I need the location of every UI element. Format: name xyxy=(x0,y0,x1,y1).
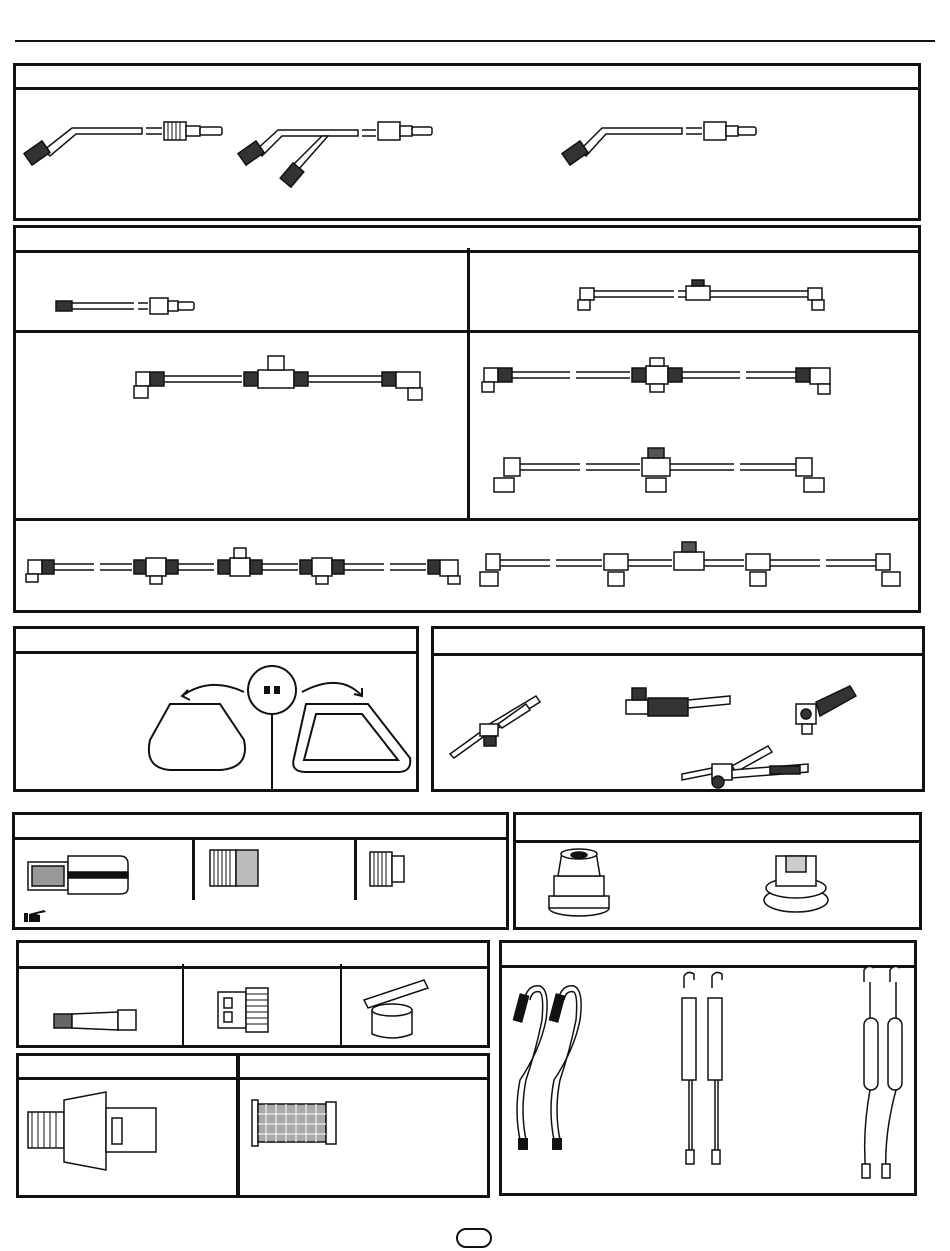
wands-header xyxy=(16,66,918,90)
shoulder-strap-c-icon xyxy=(856,964,916,1196)
boom-4nozzle-a-icon xyxy=(24,546,464,588)
filters-divider-1 xyxy=(192,838,195,900)
booms-divider-row1 xyxy=(13,330,921,333)
nozzle-shape-header xyxy=(16,629,416,654)
shoulder-strap-b-icon xyxy=(676,970,736,1170)
check-valve-icon xyxy=(26,1090,166,1172)
check-valve-header xyxy=(19,1056,236,1080)
shutoff-valve-b-icon xyxy=(618,684,734,724)
shutoff-valve-a-icon xyxy=(446,690,546,760)
cap-tool-icon xyxy=(362,976,432,1042)
boom-2nozzle-medium-icon xyxy=(132,352,432,404)
booms-divider-vertical xyxy=(467,248,470,520)
spray-pattern-diagram xyxy=(140,662,420,792)
shoulder-strap-a-icon xyxy=(510,980,600,1160)
boom-4nozzle-b-icon xyxy=(476,540,912,592)
wand-curved-icon xyxy=(562,112,762,172)
pointing-hand-icon xyxy=(22,908,48,924)
filter-screen-b-icon xyxy=(368,848,408,890)
booms-divider-row2 xyxy=(13,518,921,521)
thread-adapter-icon xyxy=(214,984,274,1036)
straps-header xyxy=(502,943,914,968)
wand-straight-icon xyxy=(22,112,232,172)
extension-adapter-icon xyxy=(52,1006,142,1034)
extension-rod-icon xyxy=(54,296,199,316)
shutoff-valve-d-icon xyxy=(678,742,812,790)
adapters-divider-1 xyxy=(182,964,184,1046)
filter-screen-a-icon xyxy=(208,846,262,890)
filter-nozzle-icon xyxy=(24,852,134,898)
wand-double-icon xyxy=(238,112,438,192)
tips-header xyxy=(516,815,919,843)
top-rule xyxy=(15,40,935,42)
boom-2nozzle-large-a-icon xyxy=(480,356,840,398)
boom-2nozzle-small-icon xyxy=(574,278,830,314)
shutoffs-header xyxy=(434,629,922,656)
flat-fan-tip-icon xyxy=(758,850,834,916)
adapters-header xyxy=(19,943,487,969)
filters-divider-2 xyxy=(354,838,357,900)
shutoff-valve-c-icon xyxy=(790,680,860,740)
strainer-icon xyxy=(248,1096,344,1150)
adjustable-tip-icon xyxy=(544,846,614,920)
strainer-header xyxy=(240,1056,487,1080)
adapters-divider-2 xyxy=(340,964,342,1046)
page-number-badge xyxy=(456,1228,492,1248)
filters-header xyxy=(15,815,506,840)
boom-2nozzle-large-b-icon xyxy=(490,446,830,496)
